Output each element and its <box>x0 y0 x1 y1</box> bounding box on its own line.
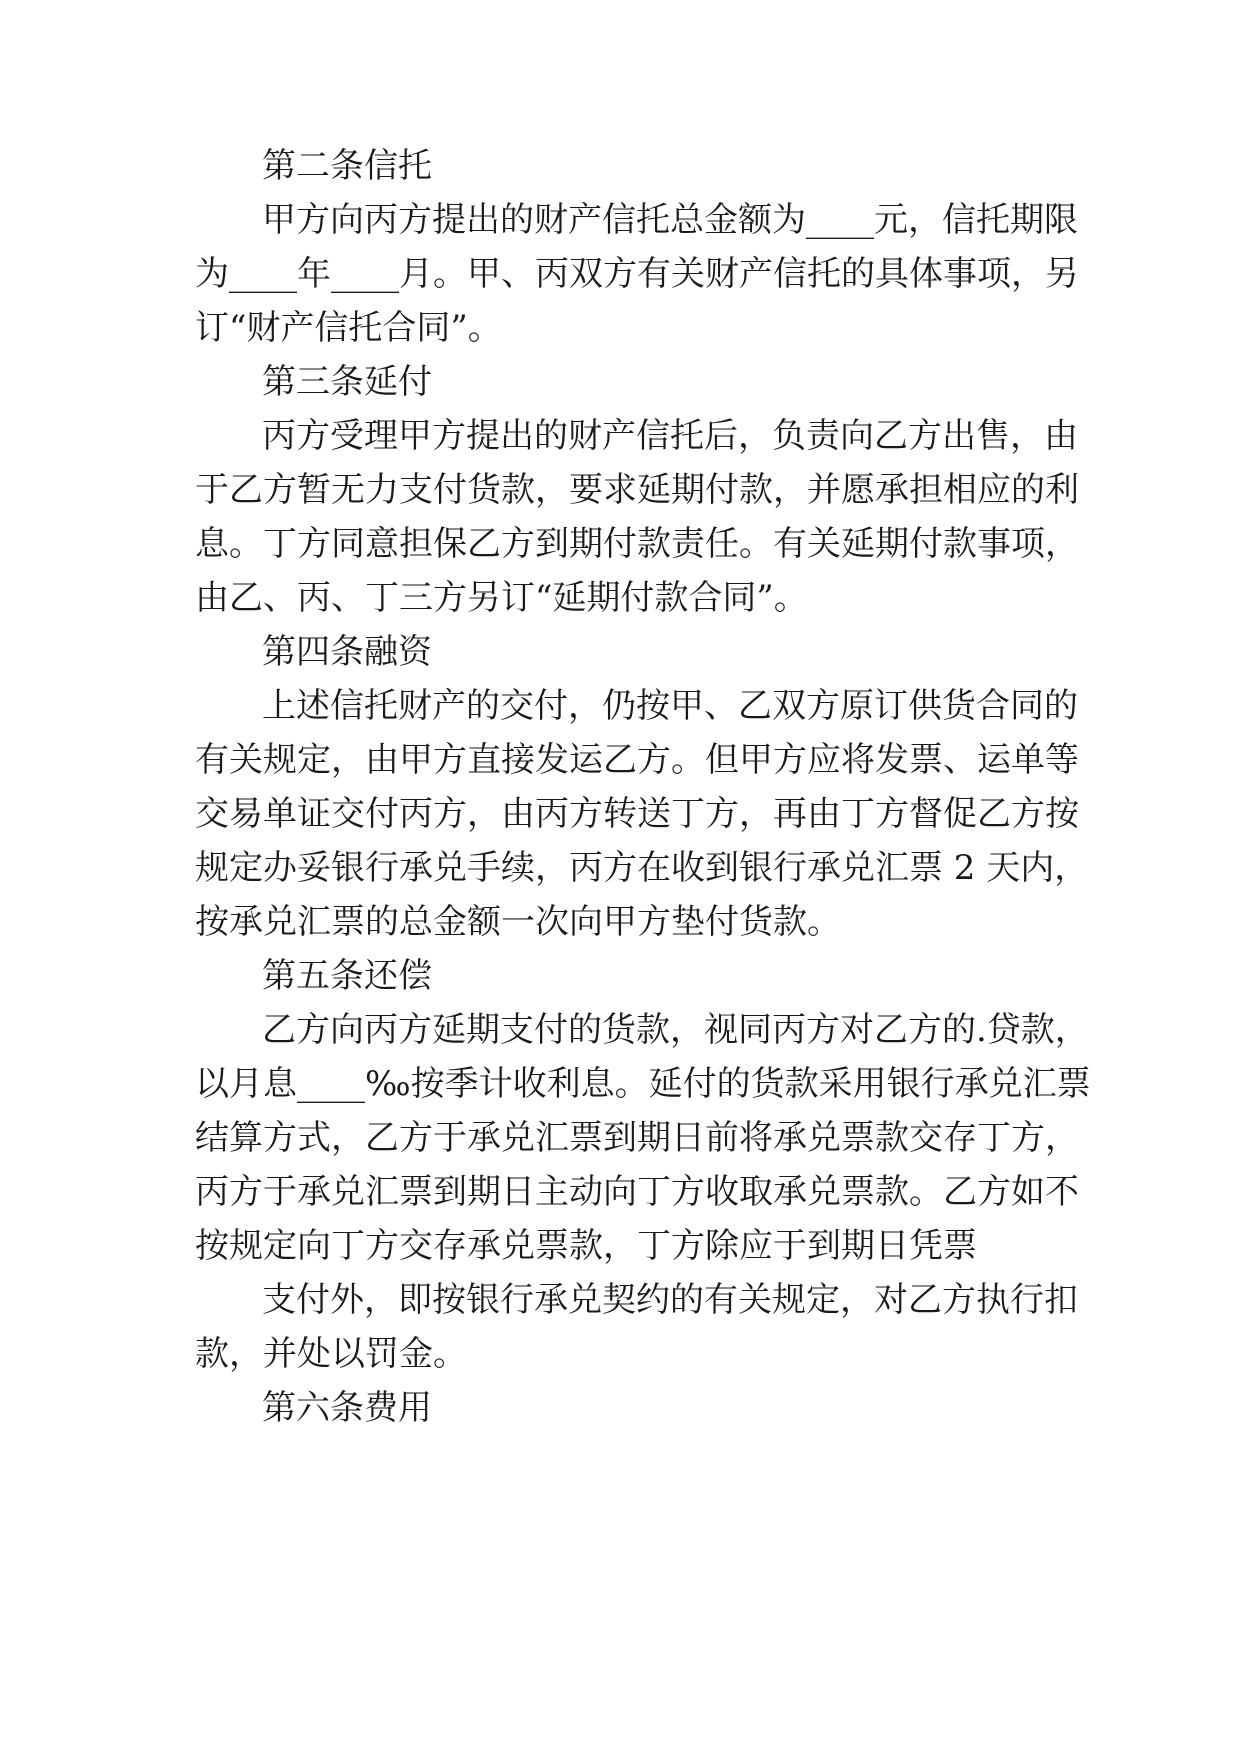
paragraph-line: 规定办妥银行承兑手续，丙方在收到银行承兑汇票 2 天内， <box>195 848 1089 888</box>
article-heading-3: 第三条延付 <box>262 362 432 402</box>
paragraph-line: 结算方式，乙方于承兑汇票到期日前将承兑票款交存丁方， <box>195 1118 1079 1158</box>
article-heading-6: 第六条费用 <box>262 1388 432 1428</box>
article-heading-2: 第二条信托 <box>262 146 432 186</box>
paragraph-line: 以月息____‰按季计收利息。延付的货款采用银行承兑汇票 <box>195 1064 1091 1104</box>
paragraph-line: 上述信托财产的交付，仍按甲、乙双方原订供货合同的 <box>262 686 1078 726</box>
paragraph-line: 丙方于承兑汇票到期日主动向丁方收取承兑票款。乙方如不 <box>195 1172 1079 1212</box>
paragraph-line: 为____年____月。甲、丙双方有关财产信托的具体事项，另 <box>195 254 1079 294</box>
paragraph-line: 丙方受理甲方提出的财产信托后，负责向乙方出售，由 <box>262 416 1078 456</box>
paragraph-line: 甲方向丙方提出的财产信托总金额为____元，信托期限 <box>262 200 1078 240</box>
paragraph-line: 由乙、丙、丁三方另订“延期付款合同”。 <box>195 578 808 618</box>
paragraph-line: 支付外，即按银行承兑契约的有关规定，对乙方执行扣 <box>262 1280 1078 1320</box>
paragraph-line: 按规定向丁方交存承兑票款，丁方除应于到期日凭票 <box>195 1226 977 1266</box>
paragraph-line: 款，并处以罚金。 <box>195 1334 467 1374</box>
paragraph-line: 订“财产信托合同”。 <box>195 308 502 348</box>
paragraph-line: 交易单证交付丙方，由丙方转送丁方，再由丁方督促乙方按 <box>195 794 1079 834</box>
paragraph-line: 按承兑汇票的总金额一次向甲方垫付货款。 <box>195 902 841 942</box>
paragraph-line: 乙方向丙方延期支付的货款，视同丙方对乙方的.贷款， <box>262 1010 1089 1050</box>
article-heading-4: 第四条融资 <box>262 632 432 672</box>
article-heading-5: 第五条还偿 <box>262 956 432 996</box>
paragraph-line: 有关规定，由甲方直接发运乙方。但甲方应将发票、运单等 <box>195 740 1079 780</box>
paragraph-line: 于乙方暂无力支付货款，要求延期付款，并愿承担相应的利 <box>195 470 1079 510</box>
paragraph-line: 息。丁方同意担保乙方到期付款责任。有关延期付款事项， <box>195 524 1079 564</box>
